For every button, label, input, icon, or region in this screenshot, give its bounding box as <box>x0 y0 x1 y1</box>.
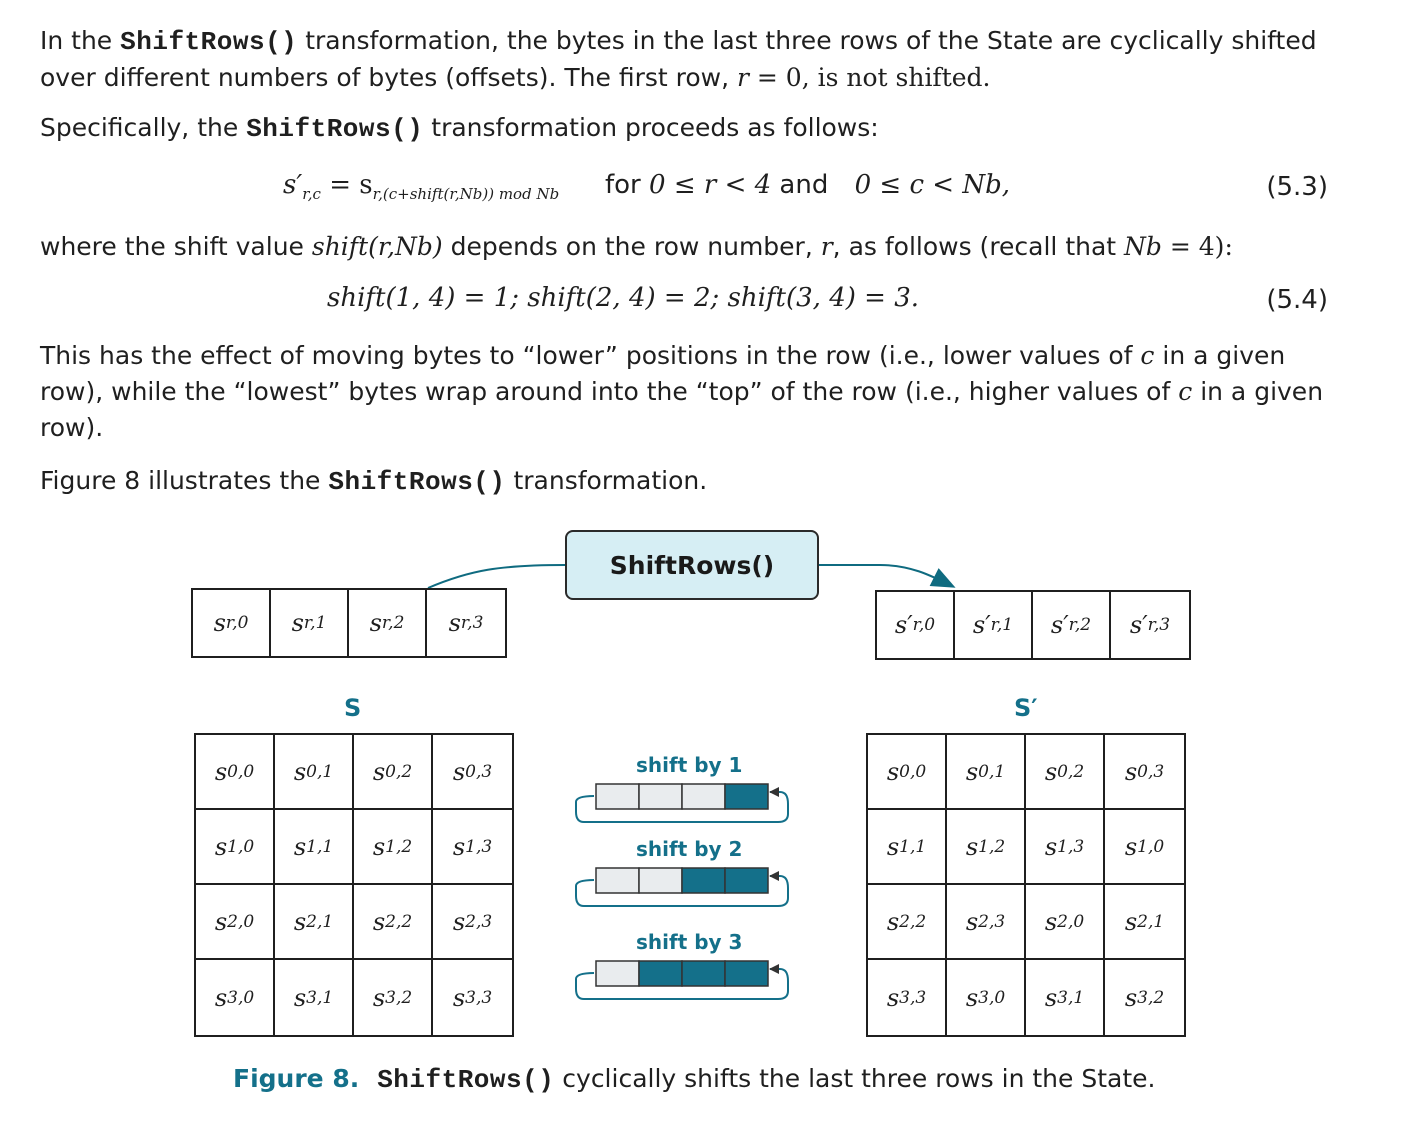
input-state-cell: s 3,1 <box>275 960 354 1035</box>
input-state-cell: s 2,2 <box>354 885 433 960</box>
output-row-cell: s′ r,1 <box>955 592 1033 658</box>
output-state-cell: s 2,2 <box>868 885 947 960</box>
shift-cell <box>596 784 639 809</box>
code-shiftrows: ShiftRows() <box>120 27 298 57</box>
input-row-cell: s r,0 <box>193 590 271 656</box>
equation-number-5-3: (5.3) <box>1266 172 1328 202</box>
output-state-cell: s 0,1 <box>947 735 1026 810</box>
output-row-cell: s′ r,3 <box>1129 611 1171 639</box>
input-state-cell: s 1,3 <box>433 810 512 885</box>
output-row-cell: s′ r,2 <box>1033 592 1111 658</box>
shift-cell <box>725 784 768 809</box>
shift-label-2: shift by 2 <box>636 837 743 861</box>
shift-cell <box>596 961 639 986</box>
input-row-cell: s r,1 <box>271 590 349 656</box>
input-state-cell: s 3,2 <box>354 960 433 1035</box>
input-state-cell: s 1,0 <box>196 810 275 885</box>
output-state-cell: s 3,1 <box>1026 960 1105 1035</box>
output-state-cell: s 0,0 <box>868 735 947 810</box>
shift-cell <box>639 961 682 986</box>
shift-cell <box>682 961 725 986</box>
shift-cell <box>596 868 639 893</box>
output-state-cell: s 3,2 <box>1124 983 1165 1012</box>
output-state-cell: s 1,3 <box>1026 810 1105 885</box>
code-shiftrows: ShiftRows() <box>328 467 506 497</box>
shiftrows-transform-box: ShiftRows() <box>565 530 819 600</box>
equation-number-5-4: (5.4) <box>1266 285 1328 315</box>
state-label-input: S <box>344 694 362 722</box>
arrow-head-icon <box>769 787 779 797</box>
input-row-cell: s r,2 <box>349 590 427 656</box>
output-state-cell: s 3,0 <box>947 960 1026 1035</box>
arrow-head-icon <box>769 871 779 881</box>
input-state-cell: s 2,0 <box>196 885 275 960</box>
shift-cell <box>639 784 682 809</box>
specifically-paragraph: Specifically, the ShiftRows() transformation proceeds as follows: <box>40 113 879 144</box>
shift-label-3: shift by 3 <box>636 930 743 954</box>
input-state-cell: s 0,3 <box>433 735 512 810</box>
output-state-cell: s 2,3 <box>947 885 1026 960</box>
code-shiftrows: ShiftRows() <box>377 1065 555 1095</box>
output-state-cell: s 1,2 <box>947 810 1026 885</box>
equation-5-3: $s'_{r,c} = s_{r,(c+shift(r,Nb)) mod Nb}$ <box>283 170 560 203</box>
output-state-cell: s 2,0 <box>1026 885 1105 960</box>
code-shiftrows: ShiftRows() <box>246 114 424 144</box>
intro-paragraph: In the ShiftRows() transformation, the bytes in the last three rows of the State are cyclically shifted over different numbers of bytes (offsets). The first row, r = 0, is not shifted. <box>40 26 1317 92</box>
shift-value-paragraph: where the shift value shift(r,Nb) depends on the row number, r, as follows (recall that Nb = 4): <box>40 232 1233 261</box>
figure-caption: Figure 8. ShiftRows() cyclically shifts the last three rows in the State. <box>233 1064 1156 1095</box>
equation-5-4: shift(1, 4) = 1; shift(2, 4) = 2; shift(3, 4) = 3. <box>327 283 920 313</box>
input-state-cell: s 1,1 <box>275 810 354 885</box>
output-state-cell: s 1,1 <box>868 810 947 885</box>
input-state-cell: s 0,2 <box>354 735 433 810</box>
input-state-cell: s 2,3 <box>433 885 512 960</box>
input-state-cell: s 0,1 <box>275 735 354 810</box>
output-state-cell: s 0,3 <box>1105 735 1184 810</box>
input-state-cell: s 1,2 <box>354 810 433 885</box>
output-state-cell: s 1,0 <box>1105 810 1184 885</box>
input-state-cell: s 0,0 <box>196 735 275 810</box>
shift-cell <box>725 868 768 893</box>
output-state-cell: s 0,2 <box>1026 735 1105 810</box>
figure-intro-paragraph: Figure 8 illustrates the ShiftRows() transformation. <box>40 466 708 497</box>
input-state-cell: s 3,3 <box>452 983 493 1012</box>
equation-5-3-condition: for 0 ≤ r < 4 and 0 ≤ c < Nb, <box>605 170 1011 200</box>
shift-cell <box>682 784 725 809</box>
output-state-cell: s 3,3 <box>868 960 947 1035</box>
state-label-output: S′ <box>1014 694 1038 722</box>
input-row-cell: s r,3 <box>448 609 484 637</box>
shift-cell <box>639 868 682 893</box>
arrow-head-icon <box>769 964 779 974</box>
shift-cell <box>682 868 725 893</box>
output-state-cell: s 2,1 <box>1105 885 1184 960</box>
shift-cell <box>725 961 768 986</box>
effect-paragraph: This has the effect of moving bytes to “lower” positions in the row (i.e., lower values of c in a given row), while the “lowest” bytes wrap around into the “top” of the row (i.e., higher values of c in a given row). <box>40 341 1324 442</box>
output-row-cell: s′ r,0 <box>877 592 955 658</box>
shift-label-1: shift by 1 <box>636 753 743 777</box>
input-state-cell: s 3,0 <box>196 960 275 1035</box>
input-state-cell: s 2,1 <box>275 885 354 960</box>
